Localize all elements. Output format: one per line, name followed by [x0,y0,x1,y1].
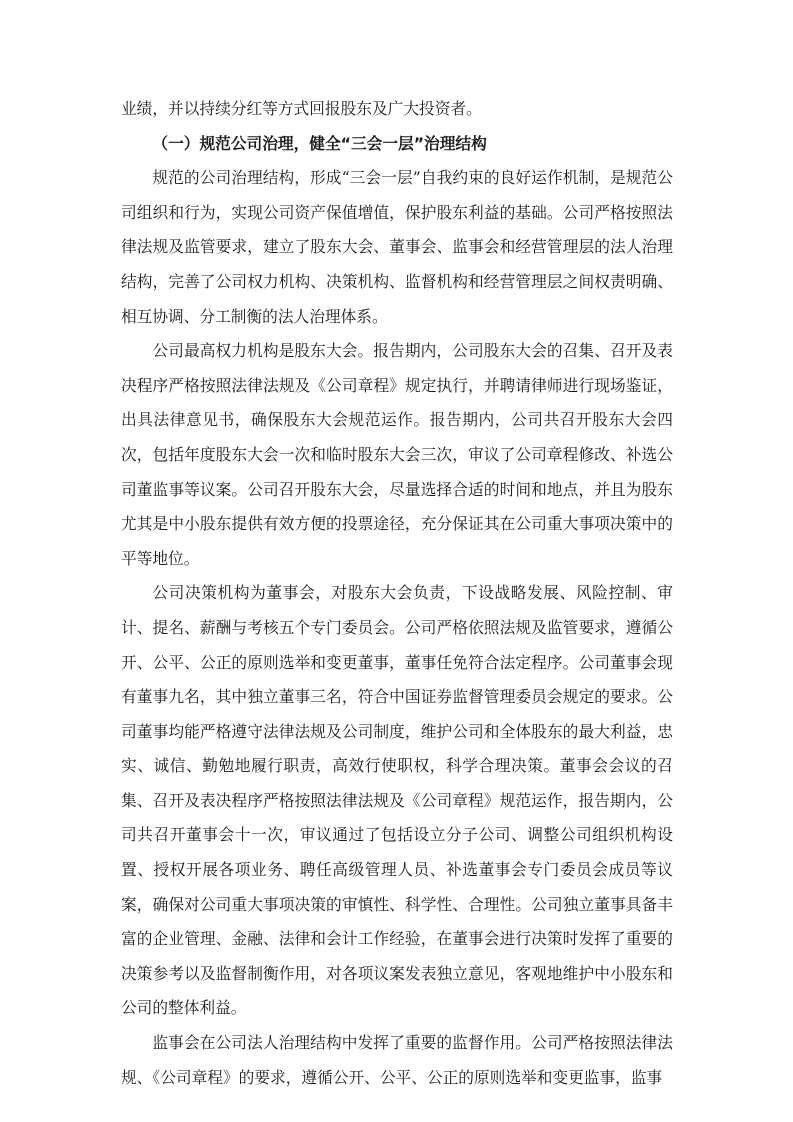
continuation-paragraph: 业绩，并以持续分红等方式回报股东及广大投资者。 [121,99,482,118]
section-heading: （一）规范公司治理，健全“三会一层”治理结构 [152,133,487,153]
paragraph-supervisory-board: 监事会在公司法人治理结构中发挥了重要的监督作用。公司严格按照法律法规、《公司章程》的要求，遵循公开、公平、公正的原则选举和变更监事，监事 [121,1033,673,1087]
body-text [121,92,673,1095]
paragraph-governance-structure: 规范的公司治理结构，形成“三会一层”自我约束的良好运作机制，是规范公司组织和行为，实现公司资产保值增值，保护股东利益的基础。公司严格按照法律法规及监管要求，建立了股东大会、董事会、监事会和经营管理层的法人治理结构，完善了公司权力机构、决策机构、监督机构和经营管理层之间权责明确、相互协调、分工制衡的法人治理体系。 [121,168,673,326]
paragraph-board-of-directors: 公司决策机构为董事会，对股东大会负责，下设战略发展、风险控制、审计、提名、薪酬与考核五个专门委员会。公司严格依照法规及监管要求，遵循公开、公平、公正的原则选举和变更董事，董事任免符合法定程序。公司董事会现有董事九名，其中独立董事三名，符合中国证券监督管理委员会规定的要求。公司董事均能严格遵守法律法规及公司制度，维护公司和全体股东的最大利益，忠实、诚信、勤勉地履行职责，高效行使职权，科学合理决策。董事会会议的召集、召开及表决程序严格按照法律法规及《公司章程》规范运作，报告期内，公司共召开董事会十一次，审议通过了包括设立分子公司、调整公司组织机构设置、授权开展各项业务、聘任高级管理人员、补选董事会专门委员会成员等议案，确保对公司重大事项决策的审慎性、科学性、合理性。公司独立董事具备丰富的企业管理、金融、法律和会计工作经验，在董事会进行决策时发挥了重要的决策参考以及监督制衡作用，对各项议案发表独立意见，客观地维护中小股东和公司的整体利益。 [121,583,673,1018]
paragraph-shareholders-meeting: 公司最高权力机构是股东大会。报告期内，公司股东大会的召集、召开及表决程序严格按照法律法规及《公司章程》规定执行，并聘请律师进行现场鉴证，出具法律意见书，确保股东大会规范运作。报告期内，公司共召开股东大会四次，包括年度股东大会一次和临时股东大会三次，审议了公司章程修改、补选公司董监事等议案。公司召开股东大会，尽量选择合适的时间和地点，并且为股东尤其是中小股东提供有效方便的投票途径，充分保证其在公司重大事项决策中的平等地位。 [121,341,673,568]
